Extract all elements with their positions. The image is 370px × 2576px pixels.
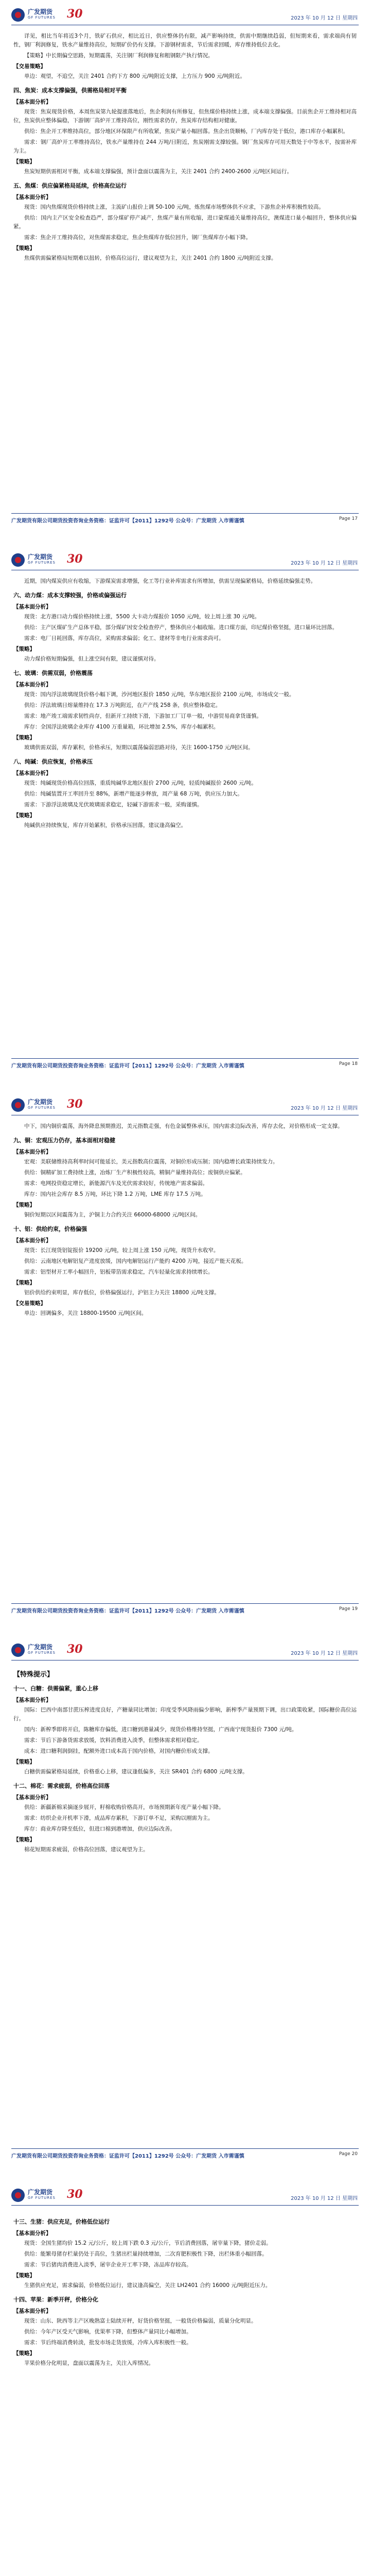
footer-text: 广发期货有限公司期货投资咨询业务资格：证监许可【2011】1292号 公众号：广发期货 入市需谨慎 bbox=[11, 2154, 244, 2159]
logo-company-en: GF FUTURES bbox=[28, 15, 56, 20]
subsection-heading: 【基本面分析】 bbox=[13, 2230, 51, 2236]
section-heading: 五、焦煤：供应偏紧格局延续，价格高位运行 bbox=[13, 182, 127, 189]
subsection-heading: 【基本面分析】 bbox=[13, 2308, 51, 2314]
subsection-heading: 【策略】 bbox=[13, 646, 35, 652]
header-date: 2023 年 10 月 12 日 星期四 bbox=[291, 2196, 358, 2201]
body-paragraph: 现货：国内浮法玻璃现货价格小幅下调，沙河地区报价 1850 元/吨，华东地区报价 2100 元/吨，市场成交一般。 bbox=[24, 691, 295, 698]
header-date: 2023 年 10 月 12 日 星期四 bbox=[291, 561, 358, 566]
body-paragraph: 详见，相比当年将近3个月，铁矿石供应，相比近日，供应整体仍有限，减产影响持续，供需中期继续趋弱，但短期来看，需求端尚有韧性，钢厂利润修复，铁水产量维持高位，短期矿价仍有支撑。下游钢材需求，节后需求回暖，库存维持低位去化。 bbox=[13, 33, 357, 48]
body-paragraph: 现货：长江现货铝锭报价 19200 元/吨，较上周上涨 150 元/吨，现货升水收窄。 bbox=[24, 1247, 219, 1253]
section-heading: 十二、棉花：需求疲弱，价格高位回落 bbox=[13, 1783, 110, 1789]
subsection-heading: 【基本面分析】 bbox=[13, 1238, 51, 1244]
body-paragraph: 焦煤供需偏紧格局短期难以扭转，价格高位运行，建议观望为主，关注 2401 合约 1800 元/吨附近支撑。 bbox=[24, 255, 277, 261]
logo-anniversary: 30 bbox=[67, 552, 83, 566]
subsection-heading: 【基本面分析】 bbox=[13, 604, 51, 610]
subsection-heading: 【策略】 bbox=[13, 1202, 35, 1208]
body-paragraph: 纯碱供应持续恢复，库存开始累积，价格承压回落，建议逢高偏空。 bbox=[24, 822, 186, 828]
footer-page-number: Page 17 bbox=[339, 516, 358, 521]
body-paragraph: 玻璃供需双弱，库存累积，价格承压，短期以震荡偏弱思路对待，关注 1600-1750 元/吨区间。 bbox=[24, 744, 254, 751]
subsection-heading: 【策略】 bbox=[13, 812, 35, 819]
body-paragraph: 现货：北方港口动力煤价格持续上涨，5500 大卡动力煤报价 1050 元/吨，较上周上涨 30 元/吨。 bbox=[24, 614, 260, 620]
logo-company: 广发期货 bbox=[28, 1643, 53, 1651]
body-paragraph: 生猪供应充足，需求偏弱，价格低位运行，建议逢高偏空，关注 LH2401 合约 16000 元/吨附近压力。 bbox=[24, 2282, 271, 2289]
report-page-3 bbox=[0, 1090, 370, 1621]
section-heading: 七、玻璃：供需双弱，价格震荡 bbox=[13, 670, 93, 676]
body-paragraph: 中下，国内铜价震荡，海外降息预期推迟，美元指数走强，有色金属整体承压，国内需求边际改善，库存去化，对价格形成一定支撑。 bbox=[24, 1123, 343, 1129]
subsection-heading: 【策略】 bbox=[13, 2273, 35, 2279]
body-paragraph: 需求：铝型材开工率小幅回升，铝板带箔需求稳定，汽车轻量化需求持续增长。 bbox=[24, 1269, 214, 1275]
report-page-4 bbox=[0, 1635, 370, 2166]
body-paragraph: 铝价供给约束明显，库存低位，价格偏强运行，沪铝主力关注 18800 元/吨支撑。 bbox=[24, 1290, 220, 1296]
page-footer bbox=[0, 1058, 370, 1074]
body-paragraph: 需求：下游浮法玻璃及光伏玻璃需求稳定，轻碱下游需求一般，采购谨慎。 bbox=[24, 802, 203, 808]
body-paragraph: 库存：全国浮法玻璃企业库存 4100 万重量箱，环比增加 2.5%，库存小幅累积。 bbox=[24, 724, 219, 730]
section-heading: 八、纯碱：供应恢复，价格承压 bbox=[13, 758, 93, 765]
body-paragraph: 宏观：美联储维持高利率时间可能延长，美元指数高位震荡，对铜价形成压制；国内稳增长政策持续发力。 bbox=[24, 1159, 278, 1165]
body-paragraph: 供给：铜精矿加工费持续上涨，冶炼厂生产积极性较高，精铜产量维持高位；废铜供应偏紧。 bbox=[24, 1170, 246, 1176]
section-heading: 六、动力煤：成本支撑较强，价格或偏强运行 bbox=[13, 592, 127, 599]
page-header bbox=[0, 545, 370, 574]
logo-company-en: GF FUTURES bbox=[28, 2196, 56, 2200]
section-heading: 九、铜：宏观压力仍存，基本面相对稳健 bbox=[13, 1137, 115, 1144]
subsection-heading: 【策略】 bbox=[13, 159, 35, 165]
body-paragraph: 需求：钢厂高炉开工率维持高位，铁水产量维持在 244 万吨/日附近，焦炭刚需支撑较强。钢厂焦炭库存可用天数处于中等水平，按需补库为主。 bbox=[13, 139, 357, 154]
page-content bbox=[13, 1122, 357, 1596]
logo-anniversary: 30 bbox=[67, 2188, 83, 2201]
footer-rule bbox=[11, 1603, 359, 1604]
subsection-heading: 【策略】 bbox=[13, 1837, 35, 1843]
body-paragraph: 现货：焦炭现货价格，本周焦炭第九轮提涨落地后，焦企利润有所修复，但焦煤价格持续上涨，成本端支撑偏强。目前焦企开工维持相对高位，焦炭供应整体偏稳，下游钢厂高炉开工维持高位，刚性需求仍存，焦炭库存结构相对健康。 bbox=[13, 109, 357, 124]
page-header bbox=[0, 1635, 370, 1664]
footer-rule bbox=[11, 1058, 359, 1059]
header-date: 2023 年 10 月 12 日 星期四 bbox=[291, 1106, 358, 1111]
body-paragraph: 供给：能繁母猪存栏量仍处于高位，生猪出栏量持续增加，二次育肥积极性下降，出栏体重小幅回落。 bbox=[24, 2251, 268, 2257]
block-title: 【特殊提示】 bbox=[13, 1671, 54, 1679]
subsection-heading: 【基本面分析】 bbox=[13, 1794, 51, 1801]
page-header bbox=[0, 0, 370, 29]
report-page-1 bbox=[0, 0, 370, 531]
body-paragraph: 供给：焦企开工率维持高位，部分地区环保限产有所收紧，焦炭产量小幅回落。焦企出货顺畅，厂内库存处于低位，港口库存小幅累积。 bbox=[24, 128, 348, 134]
body-paragraph: 【策略】中长期偏空思路，短期震荡，关注钢厂利润修复和粗钢限产执行情况。 bbox=[24, 53, 214, 59]
body-paragraph: 单边：回调偏多，关注 18800-19500 元/吨区间。 bbox=[24, 1310, 147, 1316]
section-heading: 十三、生猪：供应充足，价格低位运行 bbox=[13, 2218, 110, 2225]
body-paragraph: 现货：纯碱现货价格高位回落，重质纯碱华北地区报价 2700 元/吨，轻质纯碱报价 2600 元/吨。 bbox=[24, 780, 257, 786]
footer-page-number: Page 19 bbox=[339, 1606, 358, 1612]
page-content bbox=[13, 32, 357, 506]
company-logo bbox=[11, 552, 83, 568]
logo-company-en: GF FUTURES bbox=[28, 561, 56, 565]
header-date: 2023 年 10 月 12 日 星期四 bbox=[291, 15, 358, 21]
footer-text: 广发期货有限公司期货投资咨询业务资格：证监许可【2011】1292号 公众号：广发期货 入市需谨慎 bbox=[11, 1608, 244, 1614]
page-header bbox=[0, 1090, 370, 1119]
header-rule bbox=[11, 2205, 359, 2206]
logo-mark-icon bbox=[11, 1643, 25, 1657]
body-paragraph: 国际：巴西中南部甘蔗压榨进度良好，产糖量同比增加；印度受季风降雨偏少影响，新榨季产量预期下调，出口政策收紧，国际糖价高位运行。 bbox=[13, 1707, 357, 1722]
report-page-2 bbox=[0, 545, 370, 1076]
footer-rule bbox=[11, 513, 359, 514]
logo-company: 广发期货 bbox=[28, 1098, 53, 1106]
body-paragraph: 供给：新疆新棉采摘逐步展开，籽棉收购价格高开，市场预期新年度产量小幅下降。 bbox=[24, 1804, 224, 1810]
logo-mark-icon bbox=[11, 2189, 25, 2202]
section-heading: 十、铝：供给约束，价格偏强 bbox=[13, 1226, 87, 1232]
logo-anniversary: 30 bbox=[67, 1642, 83, 1656]
body-paragraph: 国内：新榨季即将开启，陈糖库存偏低，进口糖到港量减少，现货价格维持坚挺，广西南宁现货报价 7300 元/吨。 bbox=[24, 1726, 297, 1733]
footer-text: 广发期货有限公司期货投资咨询业务资格：证监许可【2011】1292号 公众号：广发期货 入市需谨慎 bbox=[11, 1063, 244, 1069]
body-paragraph: 需求：电厂日耗回落，库存高位，采购需求偏弱；化工、建材等非电行业需求尚可。 bbox=[24, 635, 224, 641]
company-logo bbox=[11, 7, 83, 23]
page-content bbox=[13, 1667, 357, 2141]
section-heading: 十一、白糖：供需偏紧，重心上移 bbox=[13, 1685, 98, 1692]
logo-mark-icon bbox=[11, 1098, 25, 1112]
report-page-5 bbox=[0, 2180, 370, 2576]
company-logo bbox=[11, 2188, 83, 2203]
subsection-heading: 【策略】 bbox=[13, 735, 35, 741]
subsection-heading: 【策略】 bbox=[13, 2350, 35, 2357]
section-heading: 十四、苹果：新季开秤，价格分化 bbox=[13, 2296, 98, 2303]
body-paragraph: 供给：云南地区电解铝复产进度放缓，国内电解铝运行产能约 4200 万吨，接近产能天花板。 bbox=[24, 1258, 247, 1264]
subsection-heading: 【交易策略】 bbox=[13, 63, 46, 70]
body-paragraph: 需求：电网投资稳定增长，新能源汽车及光伏需求较好，传统地产需求偏弱。 bbox=[24, 1180, 208, 1187]
logo-anniversary: 30 bbox=[67, 1097, 83, 1111]
logo-anniversary: 30 bbox=[67, 7, 83, 21]
body-paragraph: 铜价短期以区间震荡为主，沪铜主力合约关注 66000-68000 元/吨区间。 bbox=[24, 1212, 201, 1218]
subsection-heading: 【交易策略】 bbox=[13, 1300, 46, 1307]
body-paragraph: 需求：焦企开工维持高位，对焦煤需求稳定，焦企焦煤库存低位回升，钢厂焦煤库存小幅下降。 bbox=[24, 234, 251, 241]
subsection-heading: 【策略】 bbox=[13, 245, 35, 251]
page-content bbox=[13, 2212, 357, 2576]
page-footer bbox=[0, 513, 370, 529]
subsection-heading: 【基本面分析】 bbox=[13, 770, 51, 776]
company-logo bbox=[11, 1097, 83, 1113]
subsection-heading: 【基本面分析】 bbox=[13, 99, 51, 105]
body-paragraph: 现货：山东、陕西等主产区晚熟富士陆续开秤，好货价格坚挺，一般货价格偏弱，质量分化明显。 bbox=[24, 2318, 257, 2324]
page-footer bbox=[0, 1603, 370, 1619]
body-paragraph: 供给：国内主产区安全检查趋严，部分煤矿停产减产，焦煤产量有所收缩，进口蒙煤通关量维持高位，澳煤进口量小幅回升，整体供应偏紧。 bbox=[13, 215, 357, 230]
body-paragraph: 库存：商业库存降至低位，但进口棉到港增加，供应边际改善。 bbox=[24, 1826, 175, 1832]
page-header bbox=[0, 2180, 370, 2209]
body-paragraph: 焦炭短期供需相对平衡，成本端支撑偏强，预计盘面以震荡为主，关注 2401 合约 2400-2600 元/吨区间运行。 bbox=[24, 168, 292, 175]
logo-company: 广发期货 bbox=[28, 2189, 53, 2196]
body-paragraph: 需求：节后下游备货需求放缓，饮料消费进入淡季，但整体需求相对稳定。 bbox=[24, 1737, 203, 1743]
page-footer bbox=[0, 2148, 370, 2164]
body-paragraph: 白糖供需偏紧格局延续，价格重心上移，建议逢低偏多，关注 SR401 合约 6800 元/吨支撑。 bbox=[24, 1769, 248, 1775]
footer-page-number: Page 18 bbox=[339, 1061, 358, 1066]
body-paragraph: 需求：纺织企业开机率下滑，成品库存累积，下游订单不足，采购以刚需为主。 bbox=[24, 1815, 214, 1821]
body-paragraph: 苹果价格分化明显，盘面以震荡为主，关注入库情况。 bbox=[24, 2360, 154, 2366]
logo-company: 广发期货 bbox=[28, 8, 53, 15]
body-paragraph: 棉花短期需求疲弱，价格高位回落，建议观望为主。 bbox=[24, 1846, 149, 1853]
body-paragraph: 现货：全国生猪均价 15.2 元/公斤，较上周下跌 0.3 元/公斤，节后消费回落，屠宰量下降，猪价走弱。 bbox=[24, 2240, 272, 2246]
page-content bbox=[13, 577, 357, 1051]
body-paragraph: 需求：节后终端消费转淡，批发市场走货放缓，冷库入库积极性一般。 bbox=[24, 2340, 192, 2346]
body-paragraph: 供给：浮法玻璃日熔量维持在 17.3 万吨附近，在产产线 258 条，供应整体稳定。 bbox=[24, 702, 221, 708]
footer-text: 广发期货有限公司期货投资咨询业务资格：证监许可【2011】1292号 公众号：广发期货 入市需谨慎 bbox=[11, 518, 244, 524]
company-logo bbox=[11, 1642, 83, 1658]
body-paragraph: 动力煤价格短期偏强，但上涨空间有限，建议谨慎对待。 bbox=[24, 656, 160, 662]
subsection-heading: 【基本面分析】 bbox=[13, 1697, 51, 1703]
body-paragraph: 需求：节后猪肉消费进入淡季，屠宰企业开工率下降，冻品库存较高。 bbox=[24, 2262, 192, 2268]
body-paragraph: 成本：进口糖利润倒挂，配额外进口成本高于国内价格，对国内糖价形成支撑。 bbox=[24, 1748, 214, 1754]
header-date: 2023 年 10 月 12 日 星期四 bbox=[291, 1651, 358, 1656]
logo-company-en: GF FUTURES bbox=[28, 1106, 56, 1110]
logo-company: 广发期货 bbox=[28, 553, 53, 561]
body-paragraph: 单边：观望，不追空，关注 2401 合约下方 800 元/吨附近支撑，上方压力 900 元/吨附近。 bbox=[24, 73, 245, 79]
body-paragraph: 供给：今年产区受天气影响，优果率下降，但整体产量同比小幅增加。 bbox=[24, 2329, 192, 2335]
logo-company-en: GF FUTURES bbox=[28, 1651, 56, 1655]
subsection-heading: 【基本面分析】 bbox=[13, 1149, 51, 1155]
body-paragraph: 近期，国内煤炭供应有收缩，下游煤炭需求增强，化工等行业补库需求有所增加，供需呈现偏紧格局，价格延续偏强走势。 bbox=[24, 578, 316, 584]
body-paragraph: 供给：纯碱装置开工率回升至 88%，新增产能逐步释放，周产量 68 万吨，供应压力加大。 bbox=[24, 791, 243, 797]
footer-page-number: Page 20 bbox=[339, 2151, 358, 2157]
section-heading: 四、焦炭：成本支撑偏强，供需格局相对平衡 bbox=[13, 87, 127, 94]
body-paragraph: 需求：地产竣工端需求韧性尚存，但新开工持续下滑，下游加工厂订单一般，中游贸易商拿货谨慎。 bbox=[24, 713, 262, 719]
logo-mark-icon bbox=[11, 8, 25, 22]
logo-mark-icon bbox=[11, 553, 25, 567]
body-paragraph: 库存：国内社会库存 8.5 万吨，环比下降 1.2 万吨，LME 库存 17.5 万吨。 bbox=[24, 1191, 206, 1197]
footer-rule bbox=[11, 2148, 359, 2149]
body-paragraph: 供给：主产区煤矿生产总体平稳，部分煤矿因安全检查停产，整体供应小幅收缩。进口煤方面，印尼煤价格坚挺，进口量环比回落。 bbox=[24, 624, 338, 631]
body-paragraph: 现货：国内焦煤现货价格持续上涨，主流矿山报价上调 50-100 元/吨，炼焦煤市场整体供不应求，下游焦企补库积极性较高。 bbox=[24, 204, 324, 210]
subsection-heading: 【基本面分析】 bbox=[13, 194, 51, 200]
subsection-heading: 【策略】 bbox=[13, 1280, 35, 1286]
subsection-heading: 【策略】 bbox=[13, 1759, 35, 1765]
subsection-heading: 【基本面分析】 bbox=[13, 682, 51, 688]
